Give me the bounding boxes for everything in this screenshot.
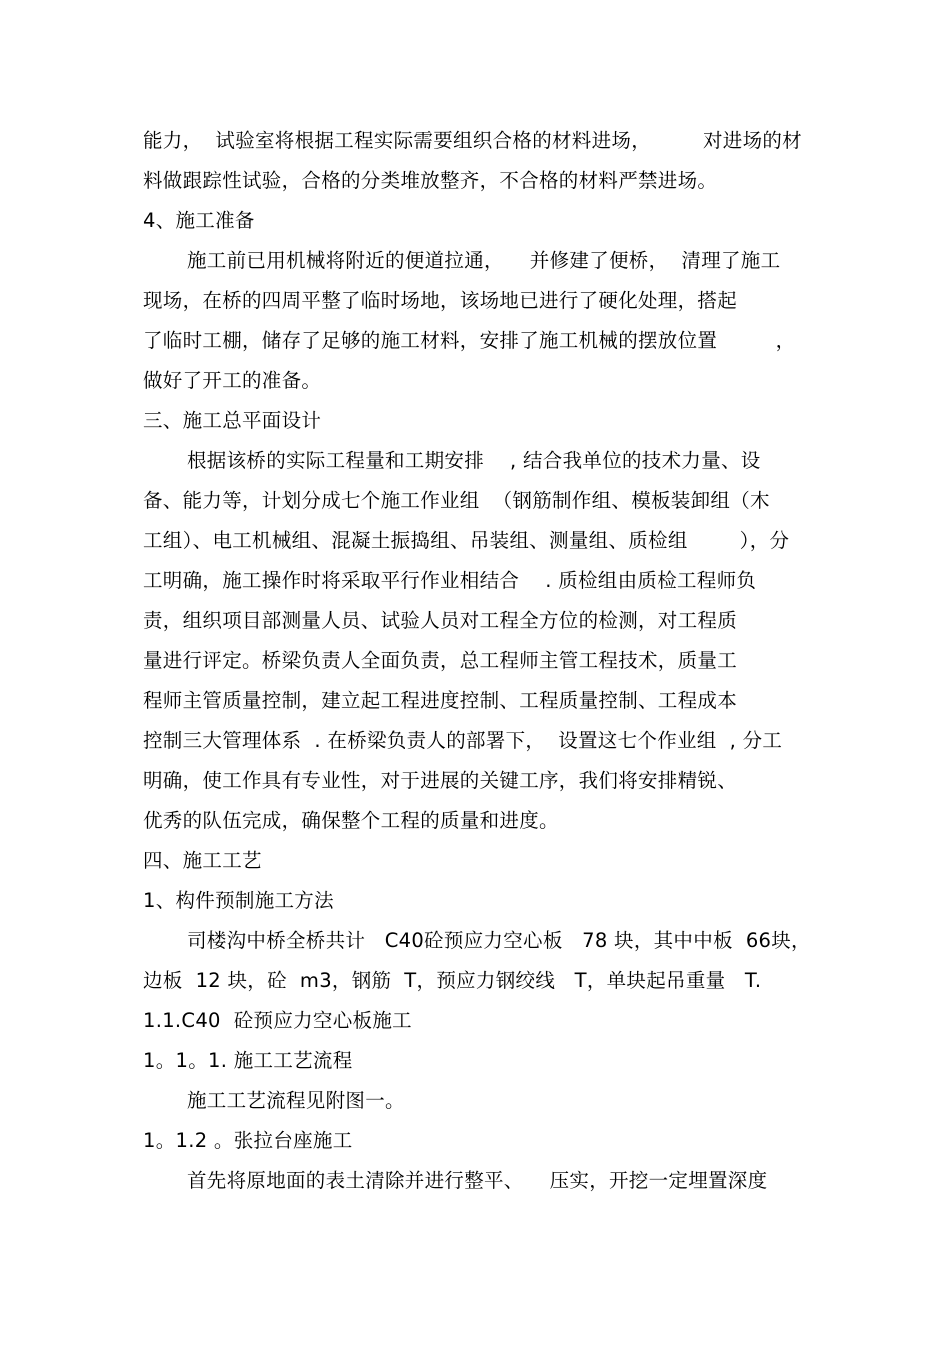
paragraph-line: 司楼沟中桥全桥共计 C40砼预应力空心板 78 块，其中中板 66块，: [187, 929, 811, 952]
section-heading: 4、施工准备: [143, 209, 255, 232]
paragraph-line: 明确，使工作具有专业性，对于进展的关键工序，我们将安排精锐、: [143, 769, 738, 792]
paragraph-line: 施工工艺流程见附图一。: [187, 1089, 405, 1112]
paragraph-line: 现场，在桥的四周平整了临时场地，该场地已进行了硬化处理，搭起: [143, 289, 738, 312]
paragraph-line: 料做跟踪性试验，合格的分类堆放整齐，不合格的材料严禁进场。: [143, 169, 718, 192]
subsection-heading: 1.1.C40 砼预应力空心板施工: [143, 1009, 412, 1032]
paragraph-line: 施工前已用机械将附近的便道拉通， 并修建了便桥， 清理了施工: [187, 249, 781, 272]
paragraph-line: 工组）、电工机械组、混凝土振捣组、吊装组、测量组、质检组 ），分: [143, 529, 790, 552]
paragraph-line: 工明确，施工操作时将采取平行作业相结合 . 质检组由质检工程师负: [143, 569, 757, 592]
paragraph-line: 量进行评定。桥梁负责人全面负责，总工程师主管工程技术，质量工: [143, 649, 738, 672]
paragraph-line: 做好了开工的准备。: [143, 369, 322, 392]
paragraph-line: 备、能力等，计划分成七个施工作业组 （钢筋制作组、模板装卸组（木: [143, 489, 770, 512]
paragraph-line: 根据该桥的实际工程量和工期安排 , 结合我单位的技术力量、设: [187, 449, 761, 472]
paragraph-line: 首先将原地面的表土清除并进行整平、 压实，开挖一定埋置深度: [187, 1169, 768, 1192]
paragraph-line: 程师主管质量控制，建立起工程进度控制、工程质量控制、工程成本: [143, 689, 738, 712]
paragraph-line: 了临时工棚，储存了足够的施工材料，安排了施工机械的摆放位置 ，: [143, 329, 796, 352]
paragraph-line: 能力， 试验室将根据工程实际需要组织合格的材料进场， 对进场的材: [143, 129, 802, 152]
subsection-heading: 1。1。1. 施工工艺流程: [143, 1049, 353, 1072]
paragraph-line: 优秀的队伍完成，确保整个工程的质量和进度。: [143, 809, 559, 832]
subsection-heading: 1。1.2 。张拉台座施工: [143, 1129, 353, 1152]
paragraph-line: 责，组织项目部测量人员、试验人员对工程全方位的检测，对工程质: [143, 609, 738, 632]
section-heading: 三、施工总平面设计: [143, 409, 322, 432]
paragraph-line: 控制三大管理体系 . 在桥梁负责人的部署下， 设置这七个作业组 , 分工: [143, 729, 783, 752]
subsection-heading: 1、构件预制施工方法: [143, 889, 334, 912]
paragraph-line: 边板 12 块，砼 m3，钢筋 T，预应力钢绞线 T，单块起吊重量 T.: [143, 969, 762, 992]
section-heading: 四、施工工艺: [143, 849, 262, 872]
